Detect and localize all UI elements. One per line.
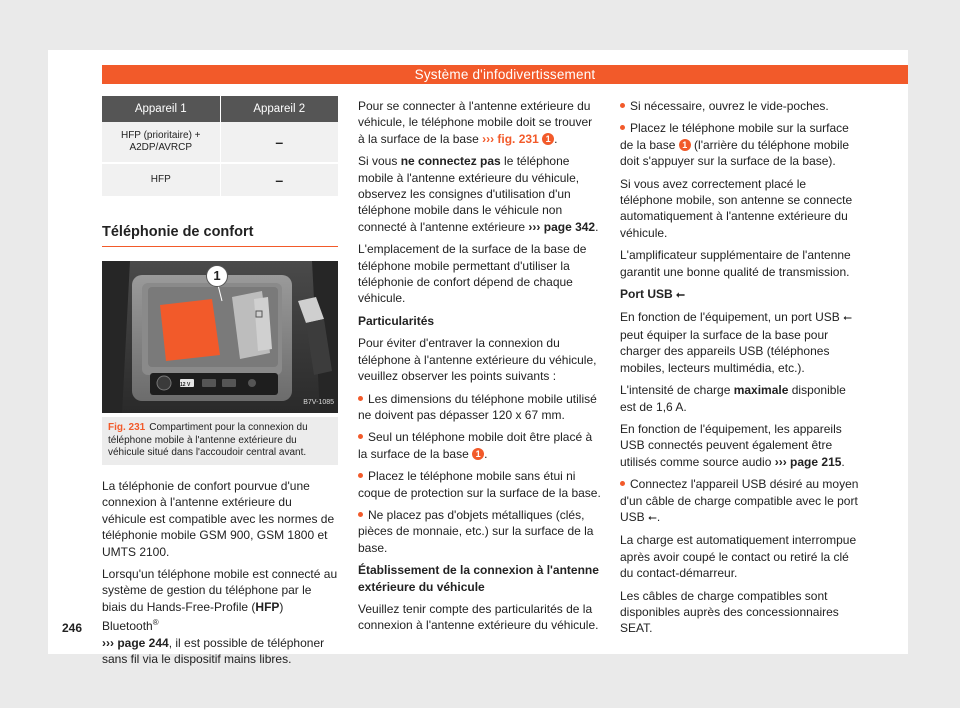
marker-1: 1	[542, 133, 554, 145]
table-cell: HFP (prioritaire) + A2DP/AVRCP	[102, 122, 220, 163]
figure-caption	[102, 417, 338, 465]
bullet-item: Les dimensions du téléphone mobile utilisé ne doivent pas dépasser 120 x 67 mm.	[358, 391, 597, 422]
paragraph: Pour éviter d'entraver la connexion du téléphone à l'antenne extérieure du véhicule, veuillez observer les points suivants :	[358, 336, 597, 384]
paragraph: Si vous avez correctement placé le téléphone mobile, son antenne se connecte automatiquement à l'antenne extérieure du véhicule.	[620, 176, 853, 240]
figure-link[interactable]: ››› fig. 231	[482, 131, 539, 146]
usb-icon: ⭠	[843, 312, 852, 325]
paragraph: Si vous ne connectez pas le téléphone mobile à l'antenne extérieure du véhicule, observez les consignes d'utilisation d'un téléphone mobile dans le véhicule non connecté à l'antenne extérieure ››› page 342.	[358, 154, 599, 234]
paragraph: La téléphonie de confort pourvue d'une connexion à l'antenne extérieure du véhicule est compatible avec les normes de téléphonie mobile GSM 900, GSM 1800 et UMTS 2100.	[102, 478, 335, 559]
figure-code: B7V-1085	[303, 399, 334, 406]
column-right	[620, 98, 860, 643]
bullet-item: Si nécessaire, ouvrez le vide-poches.	[620, 98, 860, 114]
page-link[interactable]: ››› page 244	[102, 635, 169, 650]
table-cell: –	[220, 163, 338, 196]
paragraph: En fonction de l'équipement, un port USB ⭠ peut équiper la surface de la base pour charger des appareils USB (téléphones mobiles, lecteurs multimédia, etc.).	[620, 310, 852, 375]
marker-1: 1	[472, 448, 484, 460]
figure-marker-1: 1	[206, 265, 228, 287]
table-header-device-1: Appareil 1	[102, 96, 220, 122]
bullet-item: Connectez l'appareil USB désiré au moyen d'un câble de charge compatible avec le port USB ⭠.	[620, 476, 860, 526]
paragraph: Les câbles de charge compatibles sont disponibles auprès des concessionnaires SEAT.	[620, 588, 839, 636]
usb-icon: ⭠	[676, 289, 685, 302]
manual-page	[48, 50, 908, 666]
paragraph: Pour se connecter à l'antenne extérieure du véhicule, le téléphone mobile doit se trouver à la surface de la base ››› fig. 231 1 .	[358, 99, 593, 146]
table-row	[102, 163, 338, 196]
usb-icon: ⭠	[648, 511, 657, 524]
subheading: Port USB ⭠	[620, 286, 860, 303]
bullet-item: Placez le téléphone mobile sur la surface de la base 1 (l'arrière du téléphone mobile doit s'appuyer sur la surface de la base).	[620, 121, 850, 169]
bullet-icon	[620, 481, 625, 486]
table-cell: HFP	[102, 163, 220, 196]
column-left	[102, 96, 338, 673]
section-title: Téléphonie de confort	[102, 224, 338, 247]
bullet-item: Placez le téléphone mobile sans étui ni coque de protection sur la surface de la base.	[358, 469, 601, 500]
subheading: Établissement de la connexion à l'antenne extérieure du véhicule	[358, 563, 599, 594]
column-middle	[358, 98, 602, 640]
paragraph: La charge est automatiquement interrompue après avoir coupé le contact ou retiré la clé du contact-démarreur.	[620, 533, 857, 581]
paragraph: En fonction de l'équipement, les appareils USB connectés peuvent également être utilisés comme source audio ››› page 215.	[620, 421, 845, 469]
bullet-icon	[358, 473, 363, 478]
paragraph: L'emplacement de la surface de la base de téléphone mobile permettant d'utiliser la téléphonie de confort dépend de chaque véhicule.	[358, 242, 587, 306]
socket-label-12v: 12 V	[180, 382, 191, 389]
paragraph: Veuillez tenir compte des particularités de la connexion à l'antenne extérieure du véhicule.	[358, 601, 599, 633]
bullet-icon	[358, 396, 363, 401]
paragraph: L'intensité de charge maximale disponible est de 1,6 A.	[620, 383, 846, 414]
figure-caption-label: Fig. 231	[108, 422, 146, 434]
bullet-item: Seul un téléphone mobile doit être placé à la surface de la base 1 .	[358, 430, 593, 461]
table-header-device-2: Appareil 2	[220, 96, 338, 122]
chapter-header: Système d'infodivertissement	[102, 65, 908, 84]
subheading: Particularités	[358, 313, 435, 328]
figure-caption-text: Compartiment pour la connexion du téléphone mobile à l'antenne extérieure du véhicule situé dans l'accoudoir central avant.	[108, 422, 308, 459]
page-number: 246	[62, 621, 83, 635]
marker-1: 1	[679, 139, 691, 151]
paragraph: L'amplificateur supplémentaire de l'antenne garantit une bonne qualité de transmission.	[620, 248, 851, 279]
device-table	[102, 96, 338, 196]
page-link[interactable]: ››› page 215	[774, 454, 842, 469]
bullet-icon	[620, 103, 625, 108]
bullet-icon	[620, 125, 625, 130]
table-cell: –	[220, 122, 338, 163]
bullet-icon	[358, 512, 363, 517]
page-link[interactable]: ››› page 342	[528, 219, 596, 234]
paragraph: Lorsqu'un téléphone mobile est connecté au système de gestion du téléphone par le biais du Hands-Free-Profile (HFP) Bluetooth® ››› page 244, il est possible de téléphoner sans fil via le dispositif mains libres.	[102, 566, 338, 666]
figure-armrest-compartment	[102, 261, 338, 413]
bullet-item: Ne placez pas d'objets métalliques (clés, pièces de monnaie, etc.) sur la surface de la base.	[358, 507, 594, 555]
table-row	[102, 122, 338, 163]
bullet-icon	[358, 434, 363, 439]
